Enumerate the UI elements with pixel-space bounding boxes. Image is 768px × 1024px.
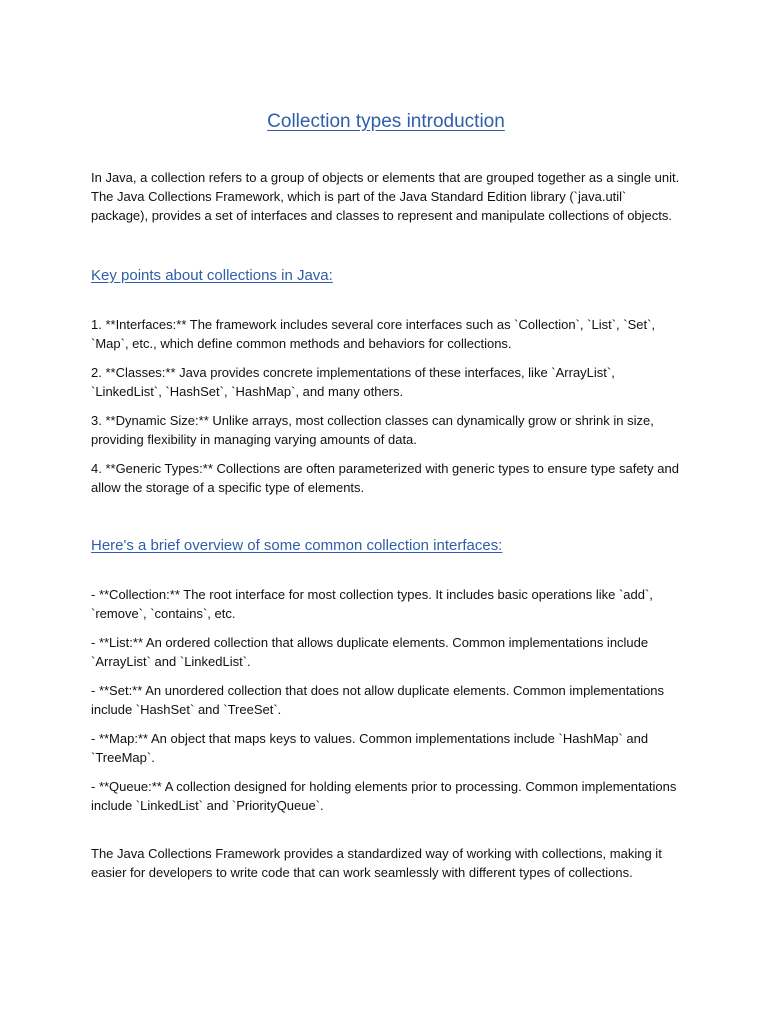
interface-item: - **Set:** An unordered collection that does not allow duplicate elements. Common implementations include `HashSet` and `TreeSet`. bbox=[91, 683, 665, 717]
key-point-item: 2. **Classes:** Java provides concrete implementations of these interfaces, like `ArrayList`, `LinkedList`, `HashSet`, `HashMap`, and many others. bbox=[91, 365, 615, 399]
key-points-list bbox=[91, 315, 681, 497]
document-body bbox=[91, 110, 681, 882]
document-title: Collection types introduction bbox=[267, 111, 505, 132]
key-point-item: 1. **Interfaces:** The framework includes several core interfaces such as `Collection`, `List`, `Set`, `Map`, etc., which define common methods and behaviors for collections. bbox=[91, 317, 656, 351]
interface-item: - **List:** An ordered collection that allows duplicate elements. Common implementations include `ArrayList` and `LinkedList`. bbox=[91, 635, 649, 669]
overview-heading: Here's a brief overview of some common collection interfaces: bbox=[91, 537, 503, 554]
intro-paragraph: In Java, a collection refers to a group of objects or elements that are grouped together as a single unit. The Java Collections Framework, which is part of the Java Standard Edition library (`java.util` package), provides a set of interfaces and classes to represent and manipulate collections of objects. bbox=[91, 170, 680, 223]
interface-item: - **Collection:** The root interface for most collection types. It includes basic operations like `add`, `remove`, `contains`, etc. bbox=[91, 587, 653, 621]
interface-item: - **Queue:** A collection designed for holding elements prior to processing. Common implementations include `LinkedList` and `PriorityQueue`. bbox=[91, 779, 677, 813]
closing-paragraph: The Java Collections Framework provides a standardized way of working with collections, making it easier for developers to write code that can work seamlessly with different types of collections. bbox=[91, 846, 662, 880]
key-points-heading: Key points about collections in Java: bbox=[91, 267, 333, 284]
interface-item: - **Map:** An object that maps keys to values. Common implementations include `HashMap` and `TreeMap`. bbox=[91, 731, 649, 765]
key-point-item: 3. **Dynamic Size:** Unlike arrays, most collection classes can dynamically grow or shrink in size, providing flexibility in managing varying amounts of data. bbox=[91, 413, 654, 447]
key-point-item: 4. **Generic Types:** Collections are often parameterized with generic types to ensure type safety and allow the storage of a specific type of elements. bbox=[91, 461, 679, 495]
interfaces-list bbox=[91, 585, 681, 815]
